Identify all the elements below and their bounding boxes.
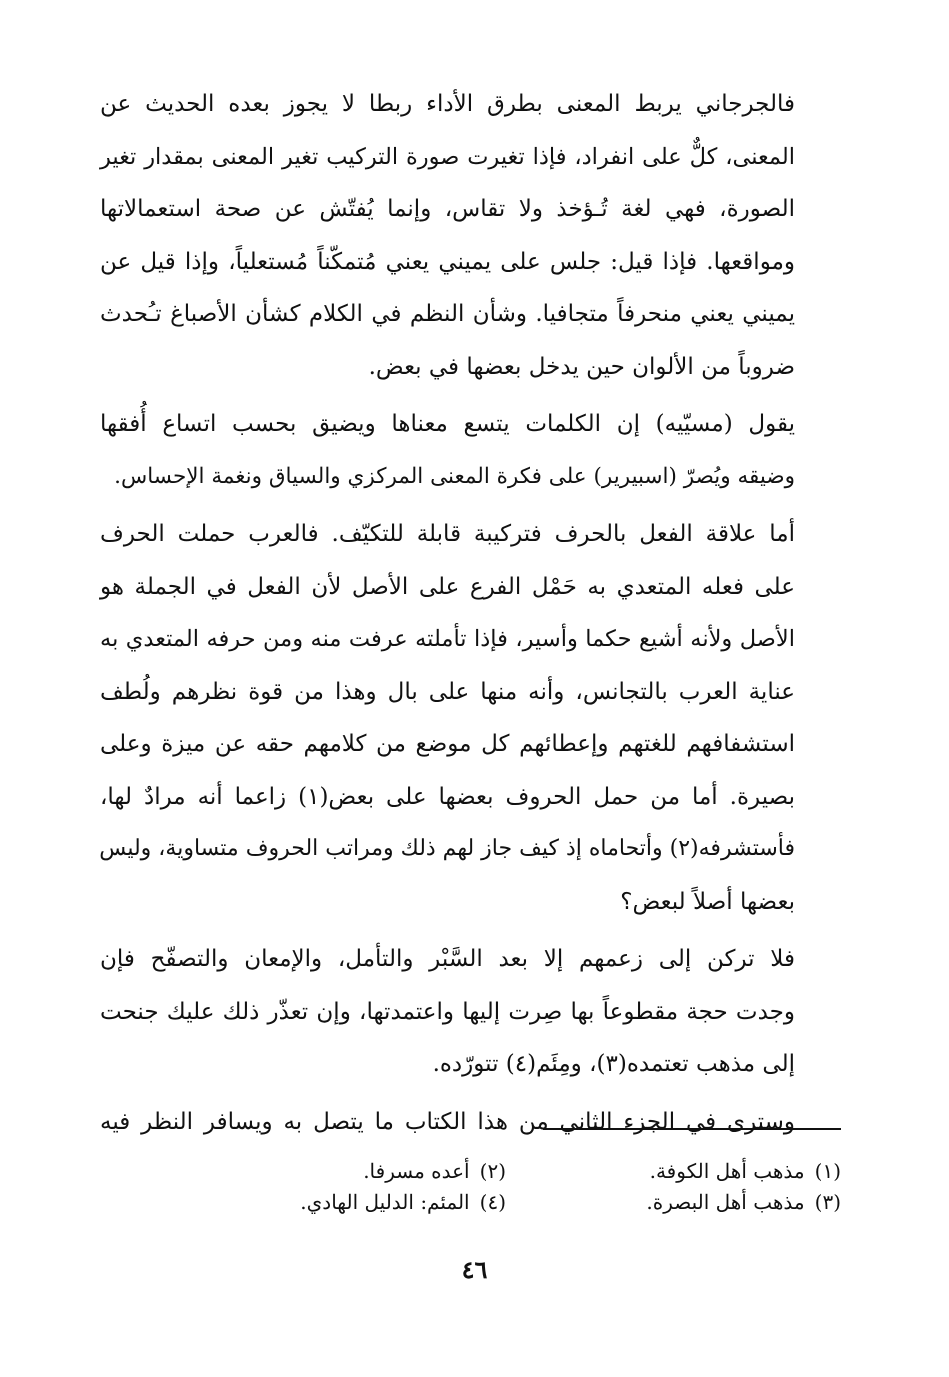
text-line: استشفافهم للغتهم وإعطائهم كل موضع من كلامهم حقه عن ميزة وعلى [100,731,795,757]
text-line: إلى مذهب تعتمده(٣)، ومِئَم(٤) تتورّده. [432,1051,795,1077]
text-line: يقول (مسيّيه) إن الكلمات يتسع معناها ويضيق بحسب اتساع أُفقها [100,411,795,437]
footnote-number: (٢) [479,1159,506,1183]
text-line: وسترى في الجزء الثاني من هذا الكتاب ما يتصل به ويسافر النظر فيه [100,1108,795,1135]
footnote-text: المئم: الدليل الهادي. [300,1190,470,1214]
text-line: على فعله المتعدي به حَمْل الفرع على الأصل لأن الفعل في الجملة هو [100,573,795,600]
text-line: وضيقه ويُصرّ (اسبيرير) على فكرة المعنى المركزي والسياق ونغمة الإحساس. [114,463,795,489]
text-line: أما علاقة الفعل بالحرف فتركيبة قابلة للتكيّف. فالعرب حملت الحرف [100,521,795,547]
text-line: وجدت حجة مقطوعاً بها صِرت إليها واعتمدتها، وإن تعذّر ذلك عليك جنحت [100,998,795,1025]
footnote-2 [171,1156,506,1187]
text-line: يميني يعني منحرفاً متجافيا. وشأن النظم في الكلام كشأن الأصباغ تـُحدث [100,301,795,327]
paragraph-5 [100,1096,841,1149]
text-line: فلا تركن إلى زعمهم إلا بعد السَّبْر والتأمل، والإمعان والتصفّح فإن [100,946,795,972]
text-line: الصورة، فهي لغة تُـؤخذ ولا تقاس، وإنما يُفتّش عن صحة استعمالاتها [100,196,795,222]
page-body [100,78,841,1148]
footnote-number: (٣) [814,1190,841,1214]
text-line: الأصل ولأنه أشيع حكما وأسير، فإذا تأملته عرفت منه ومن حرفه المتعدي به [100,626,795,652]
footnote-3 [506,1187,841,1218]
footnote-row [101,1156,841,1187]
page-number: ٤٦ [461,1255,488,1284]
footnote-1 [506,1156,841,1187]
footnote-number: (٤) [479,1190,506,1214]
paragraph-4 [100,933,841,1091]
text-line: عناية العرب بالتجانس، وأنه منها على بال وهذا من قوة نظرهم ولُطف [100,678,795,705]
text-line: المعنى، كلٌّ على انفراد، فإذا تغيرت صورة التركيب تغير المعنى بمقدار تغير [100,143,795,170]
footnote-separator [543,1128,841,1130]
footnote-text: مذهب أهل الكوفة. [649,1159,805,1183]
paragraph-3 [100,508,841,928]
footnote-row [101,1187,841,1218]
footnote-number: (١) [814,1159,841,1183]
text-line: فالجرجاني يربط المعنى بطرق الأداء ربطا لا يجوز بعده الحديث عن [100,91,795,117]
footnotes [101,1156,841,1218]
footnote-text: مذهب أهل البصرة. [646,1190,805,1214]
text-line: بصيرة. أما من حمل الحروف بعضها على بعض(١) زاعما أنه مرادٌ لها، [100,783,795,810]
paragraph-2 [100,398,841,503]
text-line: فأستشرفه(٢) وأتحاماه إذ كيف جاز لهم ذلك ومراتب الحروف متساوية، وليس [99,836,795,861]
footnote-4 [171,1187,506,1218]
paragraph-1 [100,78,841,393]
text-line: ومواقعها. فإذا قيل: جلس على يميني يعني مُتمكّناً مُستعلياً، وإذا قيل عن [100,248,795,275]
text-line: بعضها أصلاً لبعض؟ [620,888,795,915]
footnote-text: أعده مسرفا. [363,1159,470,1183]
text-line: ضروباً من الألوان حين يدخل بعضها في بعض. [368,353,795,380]
